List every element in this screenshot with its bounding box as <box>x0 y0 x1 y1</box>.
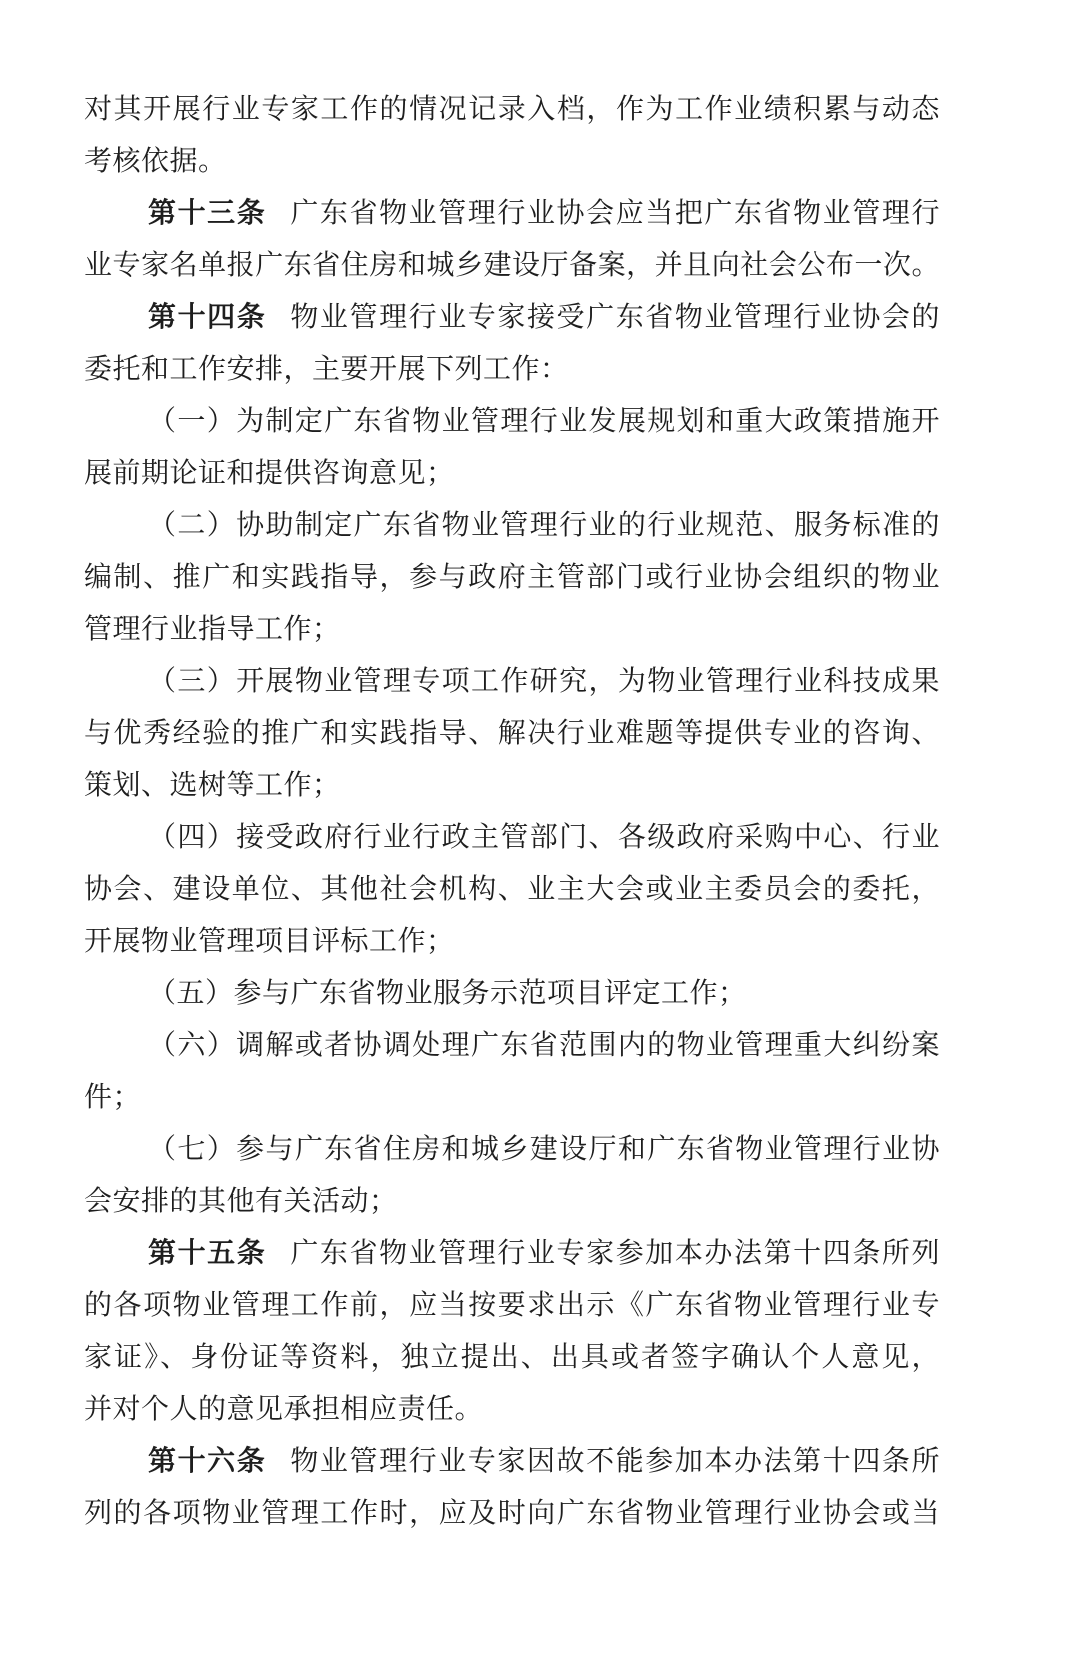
line-text: 列的各项物业管理工作时，应及时向广东省物业管理行业协会或当 <box>84 1498 940 1529</box>
text-line <box>84 136 940 188</box>
line-text: 展前期论证和提供咨询意见； <box>84 458 455 489</box>
text-line <box>84 1020 940 1072</box>
text-line <box>84 1436 940 1488</box>
article-number: 第十三条 <box>148 198 267 229</box>
text-line <box>84 1332 940 1384</box>
text-line <box>84 656 940 708</box>
line-text: 策划、选树等工作； <box>84 770 341 801</box>
text-line <box>84 396 940 448</box>
text-line <box>84 448 940 500</box>
article-number: 第十六条 <box>148 1446 267 1477</box>
line-text: （五）参与广东省物业服务示范项目评定工作； <box>148 978 747 1009</box>
text-line <box>84 552 940 604</box>
text-line <box>84 708 940 760</box>
line-text: 广东省物业管理行业专家参加本办法第十四条所列 <box>290 1238 940 1269</box>
text-line <box>84 1124 940 1176</box>
line-text: 开展物业管理项目评标工作； <box>84 926 455 957</box>
text-line <box>84 1072 940 1124</box>
text-line <box>84 1280 940 1332</box>
text-line <box>84 812 940 864</box>
text-line <box>84 968 940 1020</box>
line-text: 管理行业指导工作； <box>84 614 341 645</box>
line-text: 物业管理行业专家接受广东省物业管理行业协会的 <box>290 302 940 333</box>
article-number: 第十四条 <box>148 302 267 333</box>
text-line <box>84 1384 940 1436</box>
text-line <box>84 84 940 136</box>
line-text: 业专家名单报广东省住房和城乡建设厅备案，并且向社会公布一次。 <box>84 250 940 281</box>
line-text: 与优秀经验的推广和实践指导、解决行业难题等提供专业的咨询、 <box>84 718 940 749</box>
line-text: 件； <box>84 1082 142 1113</box>
text-line <box>84 916 940 968</box>
line-text: （二）协助制定广东省物业管理行业的行业规范、服务标准的 <box>148 510 940 541</box>
line-text: （七）参与广东省住房和城乡建设厅和广东省物业管理行业协 <box>148 1134 940 1165</box>
line-text: 会安排的其他有关活动； <box>84 1186 398 1217</box>
line-text: 并对个人的意见承担相应责任。 <box>84 1394 484 1425</box>
line-text: 考核依据。 <box>84 146 227 177</box>
text-line <box>84 1176 940 1228</box>
line-text: 的各项物业管理工作前，应当按要求出示《广东省物业管理行业专 <box>84 1290 940 1321</box>
text-line <box>84 604 940 656</box>
line-text: 编制、推广和实践指导，参与政府主管部门或行业协会组织的物业 <box>84 562 940 593</box>
text-line <box>84 344 940 396</box>
line-text: 对其开展行业专家工作的情况记录入档，作为工作业绩积累与动态 <box>84 94 940 125</box>
line-text: （三）开展物业管理专项工作研究，为物业管理行业科技成果 <box>148 666 940 697</box>
line-text: （四）接受政府行业行政主管部门、各级政府采购中心、行业 <box>148 822 940 853</box>
document-text-block <box>84 84 940 1540</box>
text-line <box>84 240 940 292</box>
text-line <box>84 1488 940 1540</box>
text-line <box>84 188 940 240</box>
text-line <box>84 292 940 344</box>
text-line <box>84 864 940 916</box>
text-line <box>84 500 940 552</box>
line-text: 物业管理行业专家因故不能参加本办法第十四条所 <box>290 1446 940 1477</box>
line-text: 协会、建设单位、其他社会机构、业主大会或业主委员会的委托， <box>84 874 940 905</box>
line-text: 家证》、身份证等资料，独立提出、出具或者签字确认个人意见， <box>84 1342 940 1373</box>
line-text: 广东省物业管理行业协会应当把广东省物业管理行 <box>290 198 940 229</box>
text-line <box>84 1228 940 1280</box>
line-text: 委托和工作安排，主要开展下列工作： <box>84 354 569 385</box>
line-text: （六）调解或者协调处理广东省范围内的物业管理重大纠纷案 <box>148 1030 940 1061</box>
article-number: 第十五条 <box>148 1238 267 1269</box>
line-text: （一）为制定广东省物业管理行业发展规划和重大政策措施开 <box>148 406 940 437</box>
text-line <box>84 760 940 812</box>
